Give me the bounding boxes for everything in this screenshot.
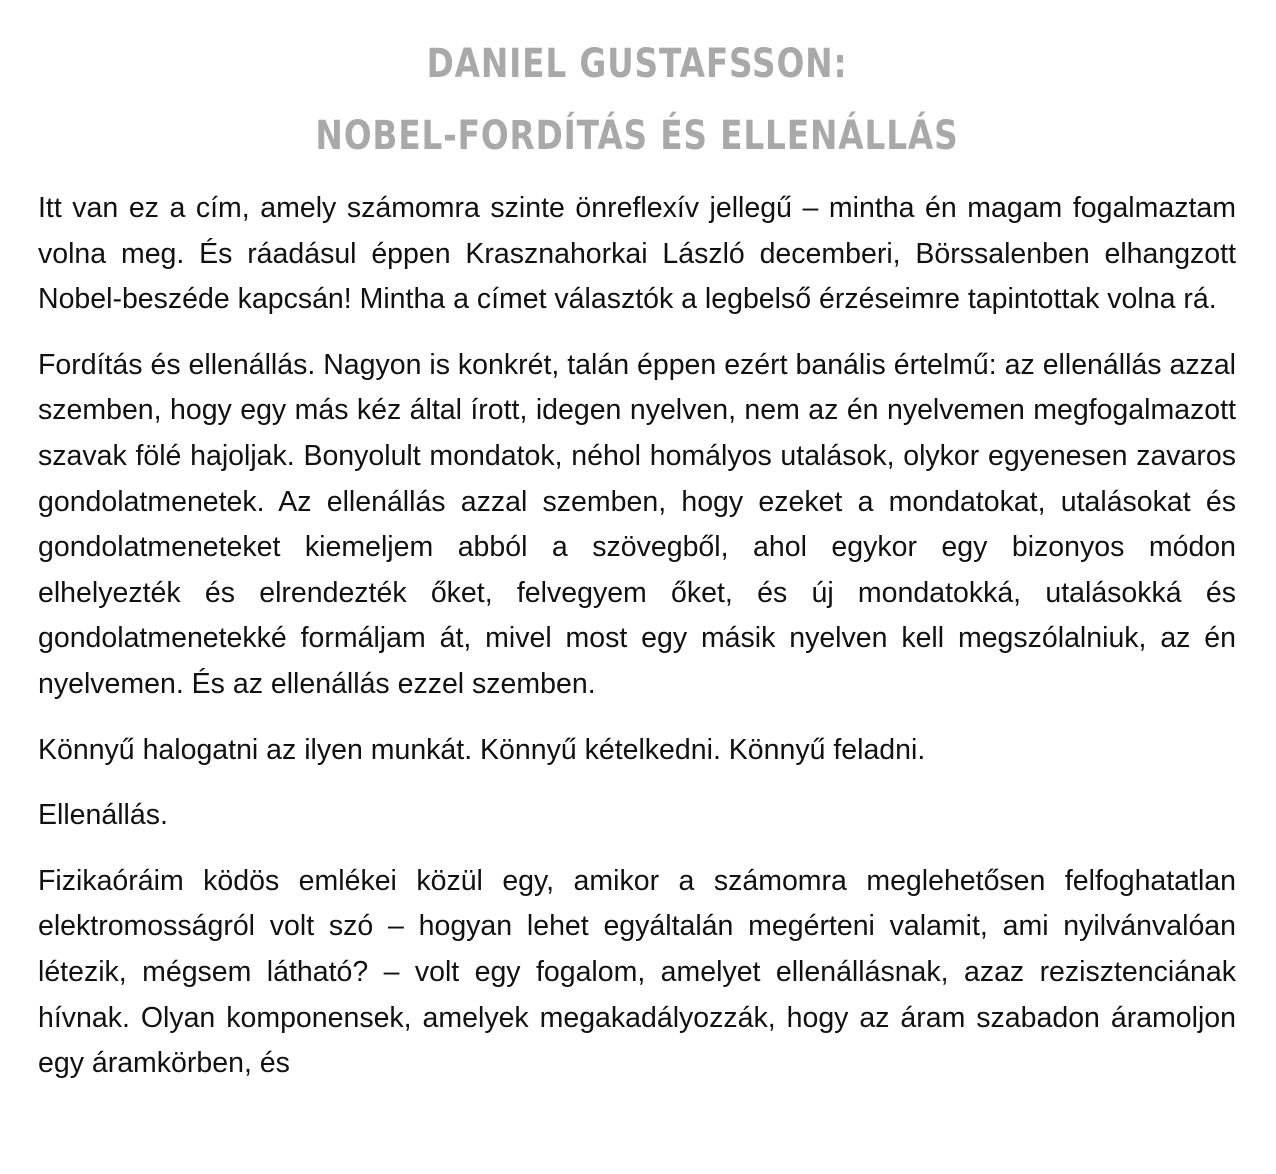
paragraph-4: Ellenállás. <box>38 799 168 832</box>
bottom-fade <box>0 1140 1276 1174</box>
paragraph-2: Fordítás és ellenállás. Nagyon is konkrét, talán éppen ezért banális értelmű: az ellenállás azzal szemben, hogy egy más kéz által írott, idegen nyelven, nem az én nyelvemen megfogalmazott szavak fölé hajoljak. Bonyolult mondatok, néhol homályos utalások, olykor egyenesen zavaros gondolatmenetek. Az ellenállás azzal szemben, hogy ezeket a mondatokat, utalásokat és gondolatmeneteket kiemeljem abból a szövegből, ahol egykor egy bizonyos módon elhelyezték és elrendezték őket, felvegyem őket, és új mondatokká, utalásokká és gondolatmenetekké formáljam át, mivel most egy másik nyelven kell megszólalniuk, az én nyelvemen. És az ellenállás ezzel szemben. <box>38 348 1236 700</box>
article-title-line-2: NOBEL-FORDÍTÁS ÉS ELLENÁLLÁS <box>315 113 959 159</box>
article-title <box>146 28 1128 172</box>
article <box>38 28 1236 1107</box>
paragraph-5: Fizikaóráim ködös emlékei közül egy, amikor a számomra meglehetősen felfoghatatlan elektromosságról volt szó – hogyan lehet egyáltalán megérteni valamit, ami nyilvánvalóan létezik, mégsem látható? – volt egy fogalom, amelyet ellenállásnak, azaz rezisztenciának hívnak. Olyan komponensek, amelyek megakadályozzák, hogy az áram szabadon áramoljon egy áramkörben, és <box>38 864 1236 1080</box>
article-title-line-1: DANIEL GUSTAFSSON: <box>426 41 848 87</box>
paragraph-3: Könnyű halogatni az ilyen munkát. Könnyű kételkedni. Könnyű feladni. <box>38 733 926 766</box>
paragraph-1: Itt van ez a cím, amely számomra szinte önreflexív jellegű – mintha én magam fogalmaztam volna meg. És ráadásul éppen Krasznahorkai László decemberi, Börssalenben elhangzott Nobel-beszéde kapcsán! Mintha a címet választók a legbelső érzéseimre tapintottak volna rá. <box>38 192 1236 316</box>
